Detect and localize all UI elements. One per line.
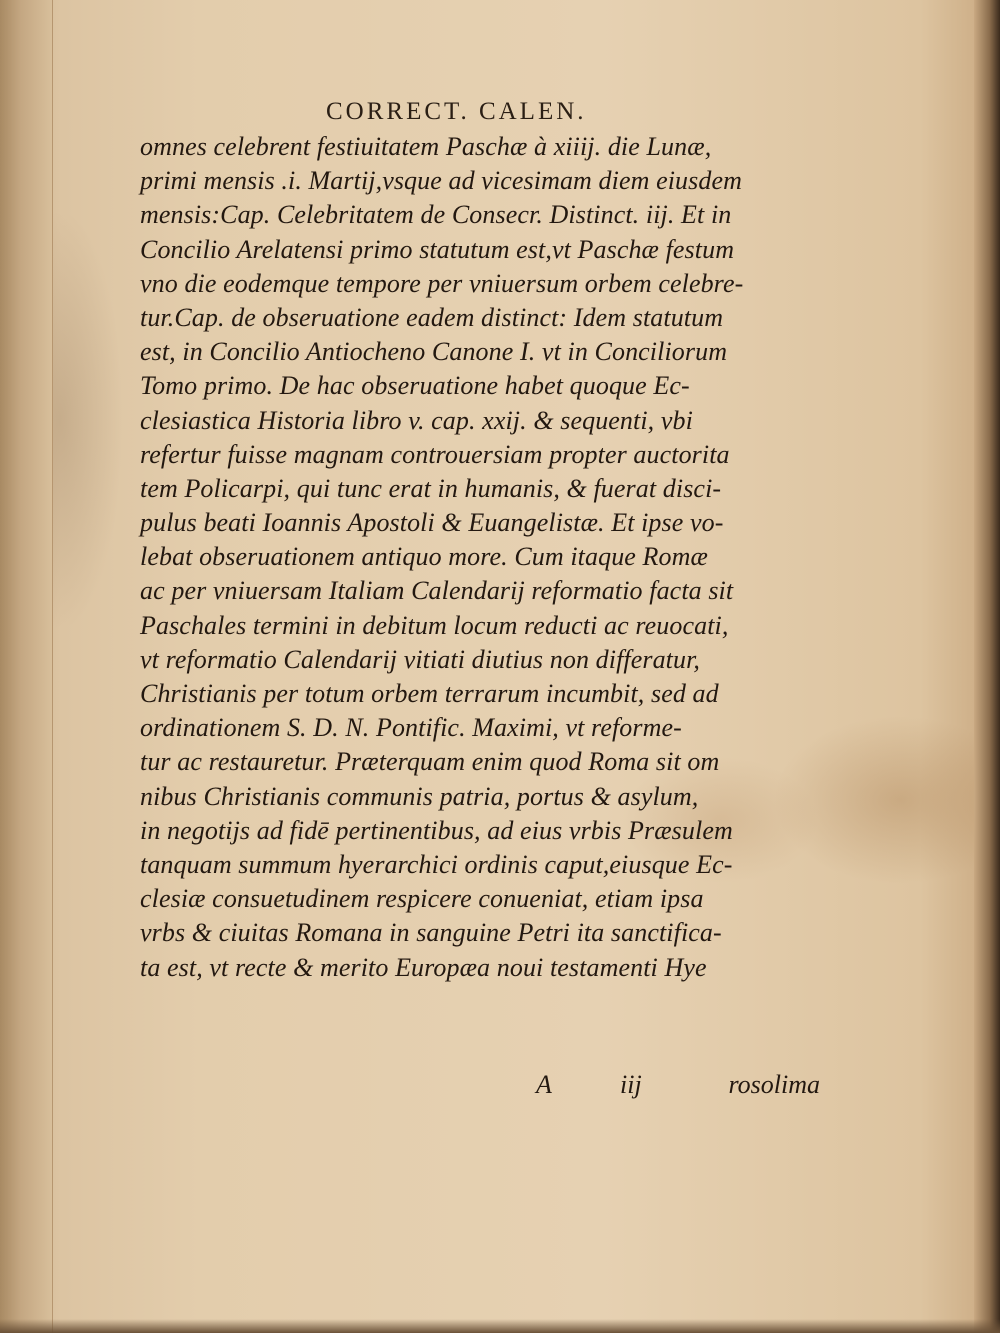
page-edge: [974, 0, 1000, 1333]
text-line: mensis:Cap. Celebritatem de Consecr. Distinct. iij. Et in: [140, 200, 732, 230]
text-line: tanquam summum hyerarchici ordinis caput,eiusque Ec-: [140, 849, 733, 879]
text-line: in negotijs ad fidē pertinentibus, ad eius vrbis Præsulem: [140, 815, 733, 845]
text-line: vt reformatio Calendarij vitiati diutius non differatur,: [140, 644, 701, 674]
text-line: Christianis per totum orbem terrarum incumbit, sed ad: [140, 679, 719, 708]
text-line: clesiæ consuetudinem respicere conueniat, etiam ipsa: [140, 884, 704, 914]
text-line: pulus beati Ioannis Apostoli & Euangelistæ. Et ipse vo-: [140, 508, 724, 538]
text-line: Concilio Arelatensi primo statutum est,vt Paschæ festum: [140, 234, 735, 264]
text-line: Tomo primo. De hac obseruatione habet quoque Ec-: [140, 371, 690, 401]
text-line: tur ac restauretur. Præterquam enim quod Roma sit om: [140, 747, 720, 777]
body-text: [140, 130, 830, 985]
text-line: primi mensis .i. Martij,vsque ad vicesimam diem eiusdem: [140, 166, 742, 196]
text-line: omnes celebrent festiuitatem Paschæ à xiiij. die Lunæ,: [140, 132, 712, 161]
text-line: tem Policarpi, qui tunc erat in humanis, & fuerat disci-: [140, 473, 722, 503]
text-line: ac per vniuersam Italiam Calendarij reformatio facta sit: [140, 576, 734, 606]
text-line: clesiastica Historia libro v. cap. xxij. & sequenti, vbi: [140, 405, 693, 435]
text-line: vno die eodemque tempore per vniuersum orbem celebre-: [140, 268, 744, 298]
text-line: Paschales termini in debitum locum reducti ac reuocati,: [140, 610, 729, 640]
running-header: CORRECT. CALEN.: [326, 98, 587, 125]
page-footer: [530, 1070, 820, 1104]
text-line: ta est, vt recte & merito Europæa noui testamenti Hye: [140, 952, 707, 982]
text-line: nibus Christianis communis patria, portus & asylum,: [140, 781, 699, 811]
signature-mark: A: [536, 1070, 552, 1099]
text-line: vrbs & ciuitas Romana in sanguine Petri ita sanctifica-: [140, 918, 722, 948]
text-line: tur.Cap. de obseruatione eadem distinct: Idem statutum: [140, 302, 724, 332]
text-line: refertur fuisse magnam controuersiam propter auctorita: [140, 439, 730, 469]
signature-number: iij: [620, 1070, 642, 1099]
page-bottom-edge: [0, 1319, 1000, 1333]
binding-gutter: [0, 0, 53, 1333]
text-line: ordinationem S. D. N. Pontific. Maximi, vt reforme-: [140, 713, 682, 743]
text-line: est, in Concilio Antiocheno Canone I. vt in Conciliorum: [140, 337, 728, 367]
catchword: rosolima: [728, 1070, 820, 1099]
text-line: lebat obseruationem antiquo more. Cum itaque Romæ: [140, 542, 708, 572]
